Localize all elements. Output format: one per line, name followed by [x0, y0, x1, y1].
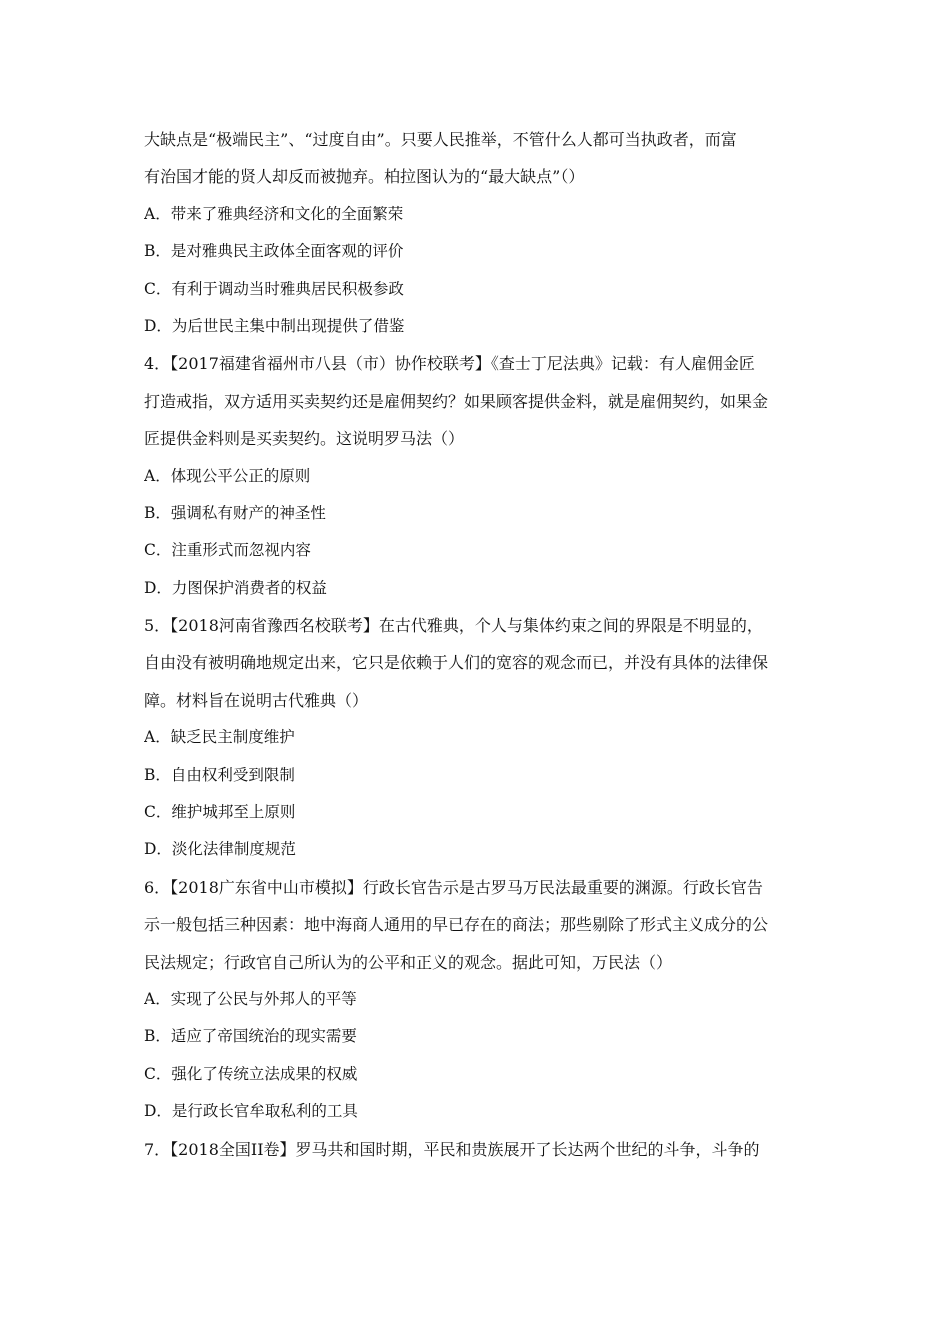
q6-stem-line-3: 民法规定；行政官自己所认为的公平和正义的观念。据此可知，万民法（） — [144, 952, 673, 972]
q6-option-b: B．适应了帝国统治的现实需要 — [144, 1027, 357, 1046]
q6-option-a: A．实现了公民与外邦人的平等 — [144, 989, 357, 1008]
q7-stem-line-1: 7．【2018全国II卷】罗马共和国时期，平民和贵族展开了长达两个世纪的斗争，斗争的 — [144, 1139, 760, 1159]
q5-option-a: A．缺乏民主制度维护 — [144, 728, 295, 747]
q5-option-d: D．淡化法律制度规范 — [144, 840, 296, 859]
q6-option-c: C．强化了传统立法成果的权威 — [144, 1064, 358, 1083]
q3-option-c: C．有利于调动当时雅典居民积极参政 — [144, 279, 404, 298]
q5-stem-line-2: 自由没有被明确地规定出来，它只是依赖于人们的宽容的观念而已，并没有具体的法律保 — [144, 653, 769, 673]
q5-option-b: B．自由权利受到限制 — [144, 765, 295, 784]
q3-option-d: D．为后世民主集中制出现提供了借鉴 — [144, 316, 405, 335]
q4-stem-line-1: 4．【2017福建省福州市八县（市）协作校联考】《查士丁尼法典》记载：有人雇佣金匠 — [144, 354, 755, 374]
q4-option-d: D．力图保护消费者的权益 — [144, 578, 327, 597]
q5-stem-line-3: 障。材料旨在说明古代雅典（） — [144, 690, 369, 710]
q4-option-b: B．强调私有财产的神圣性 — [144, 503, 326, 522]
q5-option-c: C．维护城邦至上原则 — [144, 803, 296, 822]
q6-stem-line-1: 6．【2018广东省中山市模拟】行政长官告示是古罗马万民法最重要的渊源。行政长官告 — [144, 877, 763, 897]
page-content — [144, 121, 814, 1168]
q3-option-b: B．是对雅典民主政体全面客观的评价 — [144, 242, 404, 261]
q4-option-a: A．体现公平公正的原则 — [144, 466, 311, 485]
q6-option-d: D．是行政长官牟取私利的工具 — [144, 1102, 358, 1121]
q3-stem-line-3: 有治国才能的贤人却反而被抛弃。柏拉图认为的“最大缺点”（） — [144, 167, 585, 187]
q4-option-c: C．注重形式而忽视内容 — [144, 541, 311, 560]
q5-stem-line-1: 5．【2018河南省豫西名校联考】在古代雅典，个人与集体约束之间的界限是不明显的， — [144, 616, 763, 636]
q6-stem-line-2: 示一般包括三种因素：地中海商人通用的早已存在的商法；那些剔除了形式主义成分的公 — [144, 915, 769, 935]
q4-stem-line-2: 打造戒指，双方适用买卖契约还是雇佣契约？如果顾客提供金料，就是雇佣契约，如果金 — [144, 391, 769, 411]
q3-stem-line-2: 大缺点是“极端民主”、“过度自由”。只要人民推举，不管什么人都可当执政者，而富 — [144, 130, 737, 149]
q3-option-a: A．带来了雅典经济和文化的全面繁荣 — [144, 204, 404, 223]
q4-stem-line-3: 匠提供金料则是买卖契约。这说明罗马法（） — [144, 429, 465, 449]
